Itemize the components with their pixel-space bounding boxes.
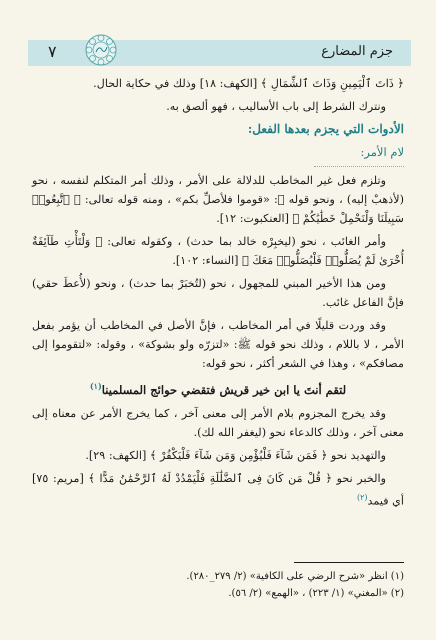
footnote: (٢) «المغني» (١/ ٢٢٣) ، «الهمع» (٢/ ٥٦). xyxy=(228,588,404,599)
footnote-marker: (٢) xyxy=(356,492,368,502)
paragraph: وقد وردت قليلًا في أمر المخاطب ، فإنَّ الأصل في المخاطب أن يؤمر بفعل الأمر ، لا باللام ، وذلك نحو قوله ﷺ: «لتزرّه ولو بشوكة» ، وقوله: «لتقوموا إلى مصافكم» ، وهذا في الشعر أكثر ، نحو قوله: xyxy=(32,319,404,370)
paragraph: وتلزم فعل غير المخاطب للدلالة على الأمر ، وذلك أمر المتكلم لنفسه ، نحو (لأذهبْ إليه) ، ونحو قوله ﷺ: «قوموا فلأصلِّ بكم» ، ومنه قوله تعالى: ﴿ ٱتَّبِعُوا۟ سَبِيلَنَا وَلْنَحْمِلْ خَطَٰيَٰكُمْ ﴾ [العنكبوت: ١٢]. xyxy=(32,174,404,225)
page-number: ٧ xyxy=(48,42,57,61)
paragraph: ﴿ ذَاتَ ٱلْيَمِينِ وَذَاتَ ٱلشِّمَالِ ﴾ [الكهف: ١٨] وذلك في حكاية الحال. xyxy=(93,77,404,90)
paragraph: وقد يخرج المجزوم بلام الأمر إلى معنى آخر ، كما يخرج الأمر عن معناه إلى معنى آخر ، وذلك كالدعاء نحو (ليغفر الله لك). xyxy=(32,406,404,439)
poem-text: لتقم أنتَ يا ابن خير قريش فتقضي حوائج المسلمينا xyxy=(101,382,347,397)
subsection-heading: لام الأمر: xyxy=(360,145,404,159)
running-title: جزم المضارع xyxy=(321,44,393,59)
dotted-rule xyxy=(314,166,404,167)
paragraph: وأمر الغائب ، نحو (ليخبِرْه خالد بما حدث) ، وكقوله تعالى: ﴿ وَلْتَأْتِ طَآئِفَةٌ أُخْرَىٰ لَمْ يُصَلُّوا۟ فَلْيُصَلُّوا۟ مَعَكَ ﴾ [النساء: ١٠٢]. xyxy=(32,235,404,267)
paragraph-text: والخبر نحو ﴿ قُلْ مَن كَانَ فِى ٱلضَّلَٰلَةِ فَلْيَمْدُدْ لَهُ ٱلرَّحْمَٰنُ مَدًّا ﴾ [مريم: ٧٥] أي فيمد xyxy=(32,471,404,508)
footnote-marker: (١) xyxy=(89,381,102,391)
poem-verse xyxy=(32,377,404,400)
footnotes xyxy=(32,568,404,602)
section-heading: الأدوات التي يجزم بعدها الفعل: xyxy=(247,122,404,136)
footnote: (١) انظر «شرح الرضي على الكافية» (٢/ ٢٧٩_٢٨٠). xyxy=(186,571,404,582)
paragraph: ونترك الشرط إلى باب الأساليب ، فهو ألصق به. xyxy=(166,100,386,113)
paragraph: والتهديد نحو ﴿ فَمَن شَآءَ فَلْيُؤْمِن وَمَن شَآءَ فَلْيَكْفُرْ ﴾ [الكهف: ٢٩]. xyxy=(85,448,386,462)
rosette-medallion-icon xyxy=(84,33,118,67)
footnote-separator xyxy=(294,562,404,563)
paragraph: ومن هذا الأخير المبني للمجهول ، نحو (لتُخبَرْ بما حدث) ، ونحو (لأُعطَ حقي) فإنَّ الفاعل غائب. xyxy=(32,277,404,309)
main-text xyxy=(32,74,404,515)
paragraph xyxy=(32,469,404,511)
